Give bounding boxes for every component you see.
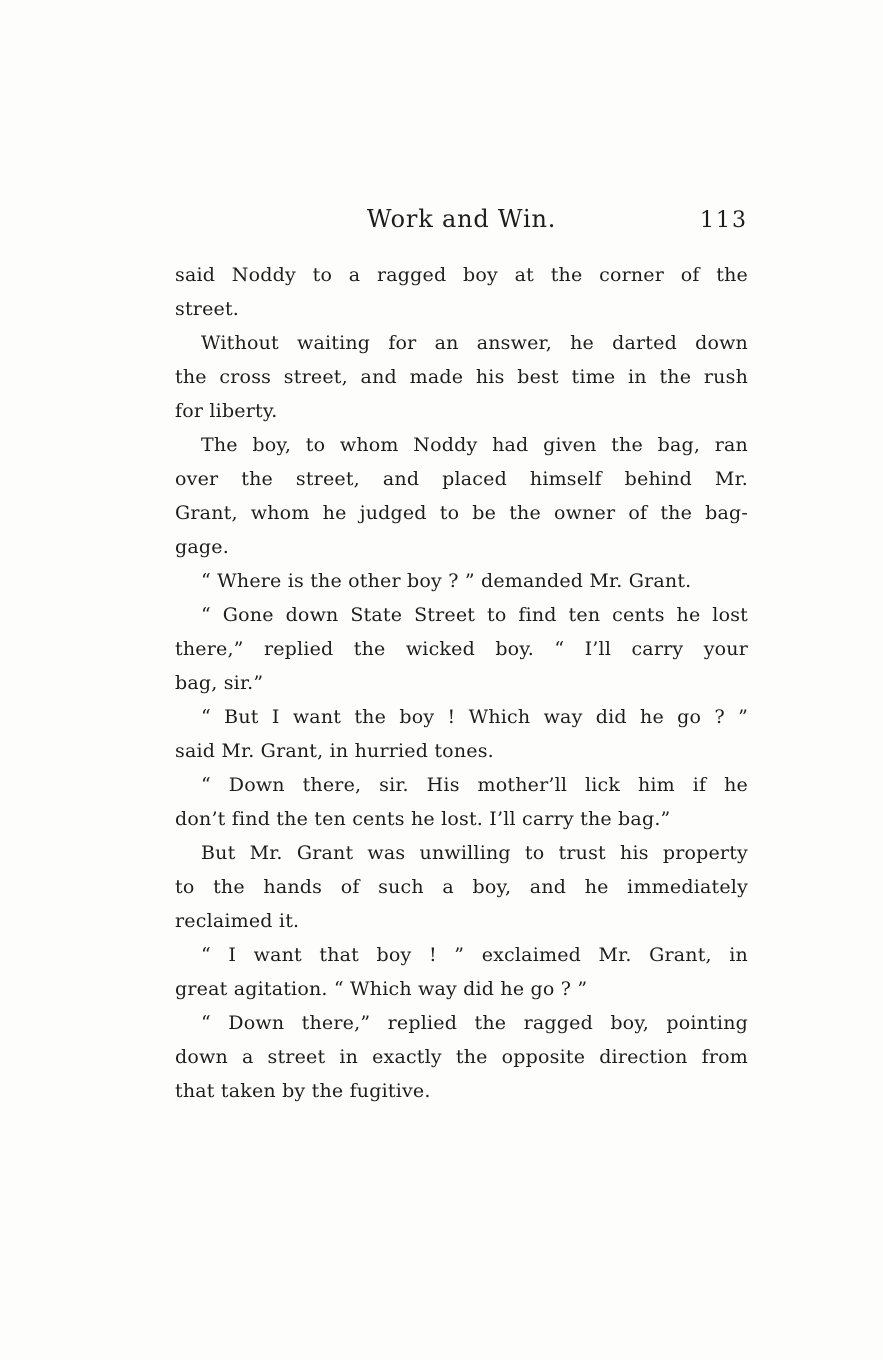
body-text xyxy=(175,258,748,1108)
text-line: Without waiting for an answer, he darted down xyxy=(201,332,748,354)
text-line: down a street in exactly the opposite direction from xyxy=(175,1046,748,1068)
page-number: 113 xyxy=(700,208,748,233)
text-line: for liberty. xyxy=(175,400,278,422)
text-line: “ Down there, sir. His mother’ll lick him if he xyxy=(201,774,748,796)
text-line: “ I want that boy ! ” exclaimed Mr. Grant, in xyxy=(201,944,748,966)
text-line: bag, sir.” xyxy=(175,672,264,694)
text-line: gage. xyxy=(175,536,229,558)
running-header xyxy=(175,204,748,236)
text-line: “ But I want the boy ! Which way did he go ? ” xyxy=(201,706,748,728)
text-line: great agitation. “ Which way did he go ? ” xyxy=(175,978,588,1000)
text-line: to the hands of such a boy, and he immediately xyxy=(175,876,748,898)
text-line: But Mr. Grant was unwilling to trust his property xyxy=(201,842,748,864)
text-line: over the street, and placed himself behind Mr. xyxy=(175,468,748,490)
text-line: said Noddy to a ragged boy at the corner of the xyxy=(175,264,748,286)
text-line: that taken by the fugitive. xyxy=(175,1080,431,1102)
text-line: the cross street, and made his best time in the rush xyxy=(175,366,748,388)
text-line: “ Down there,” replied the ragged boy, pointing xyxy=(201,1012,748,1034)
text-line: “ Where is the other boy ? ” demanded Mr. Grant. xyxy=(201,570,692,592)
text-line: Grant, whom he judged to be the owner of the bag- xyxy=(175,502,748,524)
text-line: street. xyxy=(175,298,240,320)
text-line: “ Gone down State Street to find ten cents he lost xyxy=(201,604,748,626)
text-line: there,” replied the wicked boy. “ I’ll carry your xyxy=(175,638,748,660)
text-line: The boy, to whom Noddy had given the bag, ran xyxy=(201,434,748,456)
text-line: said Mr. Grant, in hurried tones. xyxy=(175,740,494,762)
running-title: Work and Win. xyxy=(366,205,557,233)
text-line: don’t find the ten cents he lost. I’ll carry the bag.” xyxy=(175,808,671,830)
text-line: reclaimed it. xyxy=(175,910,300,932)
